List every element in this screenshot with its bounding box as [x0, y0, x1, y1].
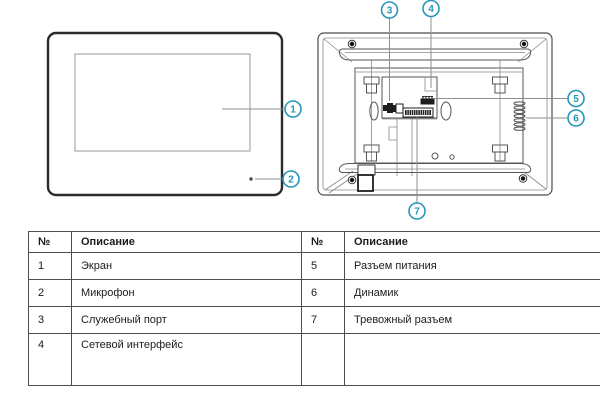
callout-1: [285, 101, 301, 117]
alarm-connector: [403, 108, 433, 117]
svg-text:1: 1: [290, 104, 296, 116]
row-desc: Микрофон: [72, 280, 302, 307]
row-num: 3: [29, 307, 72, 334]
legend-header-row: [29, 232, 600, 253]
callout-7: [409, 203, 425, 219]
row-desc: Сетевой интерфейс: [72, 334, 302, 386]
table-row: [29, 280, 600, 307]
svg-text:7: 7: [414, 206, 420, 218]
row-desc: Динамик: [345, 280, 600, 307]
svg-text:6: 6: [573, 113, 579, 125]
table-row: [29, 253, 600, 280]
row-num: 4: [29, 334, 72, 386]
row-num: 7: [302, 307, 345, 334]
row-num: [302, 334, 345, 386]
row-num: 1: [29, 253, 72, 280]
header-num-left: №: [29, 232, 72, 253]
callout-5: [568, 91, 584, 107]
desk-foot: [358, 165, 375, 191]
screw-bottom-left: [348, 176, 356, 184]
callout-6: [568, 110, 584, 126]
back-view: [318, 1, 584, 220]
table-row: [29, 307, 600, 334]
row-num: 6: [302, 280, 345, 307]
back-body: [318, 33, 552, 195]
screw-bottom-right: [519, 175, 527, 183]
row-desc: Тревожный разъем: [345, 307, 600, 334]
screw-top-right: [520, 40, 528, 48]
header-desc-right: Описание: [345, 232, 600, 253]
svg-text:2: 2: [288, 174, 294, 186]
callout-3: [382, 2, 398, 18]
row-desc: [345, 334, 600, 386]
header-desc-left: Описание: [72, 232, 302, 253]
callout-4: [423, 1, 439, 17]
front-view: [48, 33, 301, 195]
legend-table: [28, 231, 600, 386]
callout-2: [283, 171, 299, 187]
header-num-right: №: [302, 232, 345, 253]
table-row: [29, 334, 600, 386]
row-desc: Служебный порт: [72, 307, 302, 334]
row-num: 2: [29, 280, 72, 307]
screw-top-left: [348, 40, 356, 48]
row-desc: Разъем питания: [345, 253, 600, 280]
row-desc: Экран: [72, 253, 302, 280]
microphone-dot: [249, 177, 252, 180]
svg-text:5: 5: [573, 94, 579, 106]
svg-text:3: 3: [386, 5, 393, 17]
row-num: 5: [302, 253, 345, 280]
screen: [75, 54, 250, 151]
svg-text:4: 4: [428, 4, 434, 16]
